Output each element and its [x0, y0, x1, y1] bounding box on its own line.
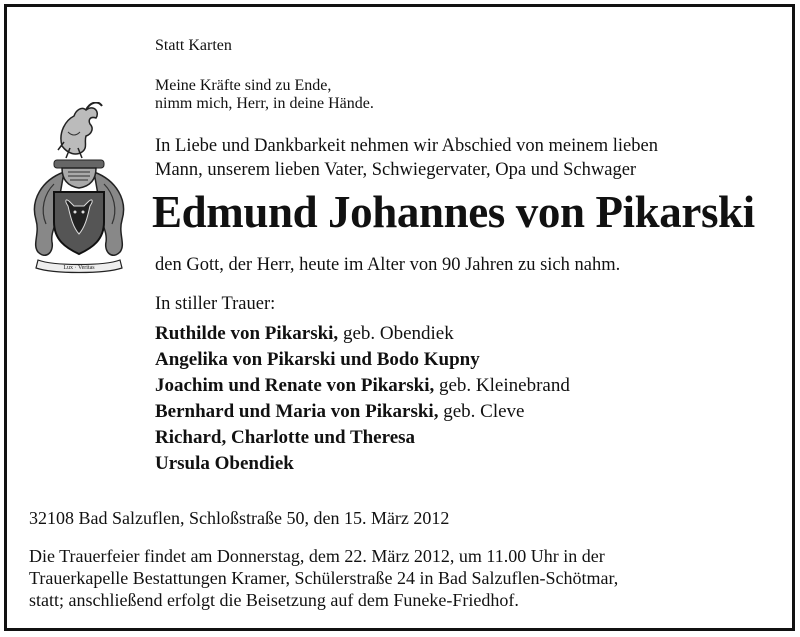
- mourner-entry: Richard, Charlotte und Theresa: [155, 427, 416, 448]
- mourner-entry: Ursula Obendiek: [155, 453, 294, 474]
- deceased-name: Edmund Johannes von Pikarski: [152, 187, 755, 237]
- mourner-entry: Joachim und Renate von Pikarski, geb. Kleinebrand: [155, 375, 570, 396]
- verse-line-1: Meine Kräfte sind zu Ende,: [155, 77, 332, 94]
- funeral-line-2: Trauerkapelle Bestattungen Kramer, Schülerstraße 24 in Bad Salzuflen-Schötmar,: [29, 568, 619, 588]
- address-date-line: 32108 Bad Salzuflen, Schloßstraße 50, den 15. März 2012: [29, 508, 450, 528]
- crest-motto: Lux · Veritas: [63, 265, 95, 271]
- passing-statement: den Gott, der Herr, heute im Alter von 90 Jahren zu sich nahm.: [155, 255, 621, 275]
- mourner-entry: Bernhard und Maria von Pikarski, geb. Cleve: [155, 401, 525, 422]
- funeral-line-1: Die Trauerfeier findet am Donnerstag, dem 22. März 2012, um 11.00 Uhr in der: [29, 546, 605, 566]
- statt-karten-label: Statt Karten: [155, 37, 232, 54]
- verse-line-2: nimm mich, Herr, in deine Hände.: [155, 95, 374, 112]
- notice-border: [4, 4, 795, 631]
- mourner-entry: Angelika von Pikarski und Bodo Kupny: [155, 349, 480, 370]
- intro-line-1: In Liebe und Dankbarkeit nehmen wir Abschied von meinem lieben: [155, 136, 658, 156]
- mourner-entry: Ruthilde von Pikarski, geb. Obendiek: [155, 323, 454, 344]
- funeral-line-3: statt; anschließend erfolgt die Beisetzung auf dem Funeke-Friedhof.: [29, 590, 519, 610]
- intro-line-2: Mann, unserem lieben Vater, Schwiegervater, Opa und Schwager: [155, 160, 637, 180]
- mourning-heading: In stiller Trauer:: [155, 294, 276, 314]
- coat-of-arms-icon: [24, 102, 134, 274]
